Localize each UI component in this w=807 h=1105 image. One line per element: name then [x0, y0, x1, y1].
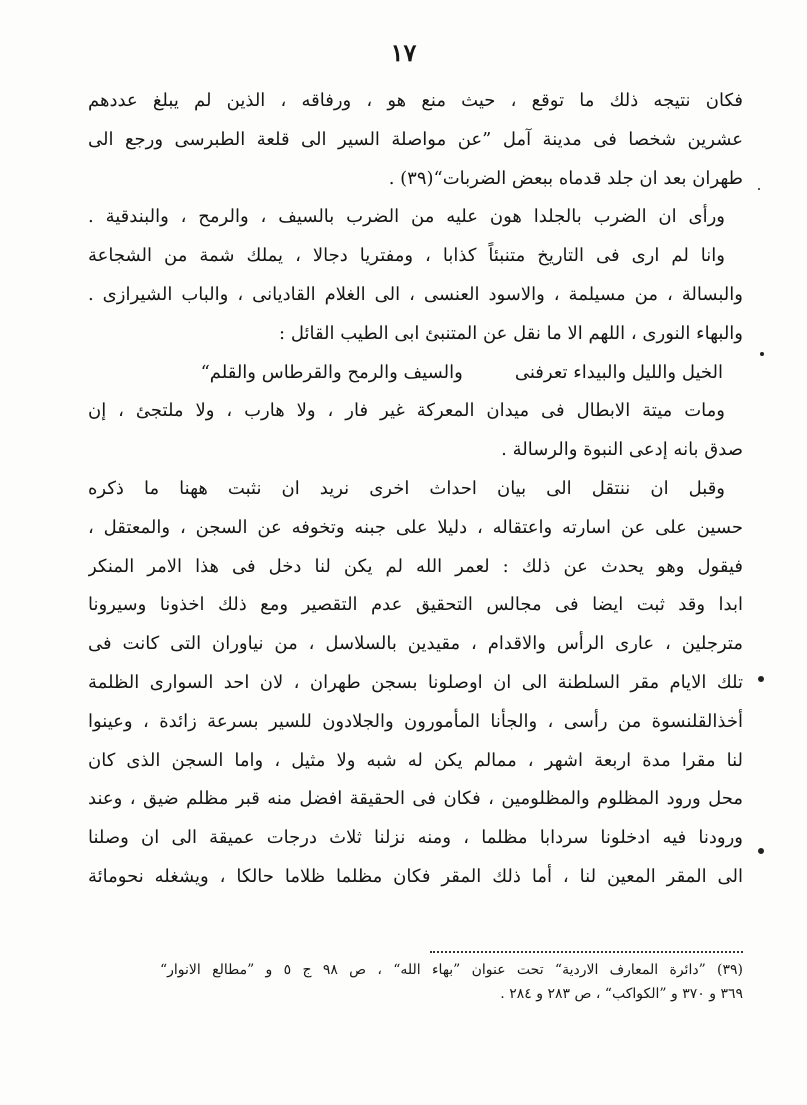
text-line-9: ومات ميتة الابطال فى ميدان المعركة غير فار ، ولا هارب ، ولا ملتجئ ، إن: [88, 400, 725, 422]
body-text: [88, 82, 743, 897]
text-line-3: طهران بعد ان جلد قدماه ببعض الضربات“(٣٩) .: [388, 167, 743, 189]
margin-speck: [760, 352, 764, 356]
footnote-line-2: ٣٦٩ و ٣٧٠ و ”الكواكب“ ، ص ٢٨٣ و ٢٨٤ .: [500, 986, 743, 1002]
text-line-5: وانا لم ارى فى التاريخ متنبئاً كذابا ، ومفتريا دجالا ، يملك شمة من الشجاعة: [88, 245, 725, 267]
text-line-18: لنا مقرا مدة اربعة اشهر ، ممالم يكن له شبه ولا مثيل ، واما السجن الذى كان: [88, 749, 743, 771]
footnote-divider: [430, 951, 743, 953]
text-line-2: عشرين شخصا فى مدينة آمل ”عن مواصلة السير الى قلعة الطبرسى ورجع الى: [88, 128, 743, 150]
verse-hemistich-2: والسيف والرمح والقرطاس والقلم“: [200, 361, 463, 383]
poetry-verse: [88, 354, 743, 393]
text-line-10: صدق بانه إدعى النبوة والرسالة .: [501, 439, 743, 461]
footnotes: [160, 958, 743, 1006]
margin-speck: [758, 848, 764, 854]
text-line-14: ابدا وقد ثبت ايضا فى مجالس التحقيق عدم التقصير ومع ذلك اخذونا وسيرونا: [88, 594, 743, 616]
text-line-16: تلك الايام مقر السلطنة الى ان اوصلونا بسجن طهران ، لان احد السوارى الظلمة: [88, 671, 743, 693]
text-line-15: مترجلين ، عارى الرأس والاقدام ، مقيدين بالسلاسل ، من نياوران التى كانت فى: [88, 633, 743, 655]
text-line-17: أخذالقلنسوة من رأسى ، والجأنا المأمورون والجلادون للسير بسرعة زائدة ، وعينوا: [88, 710, 743, 732]
text-line-1: فكان نتيجه ذلك ما توقع ، حيث منع هو ، ورفاقه ، الذين لم يبلغ عددهم: [88, 90, 743, 111]
text-line-21: الى المقر المعين لنا ، أما ذلك المقر فكان مظلما ظلاما حالكا ، ويشغله نحومائة: [88, 865, 743, 887]
text-line-11: وقبل ان ننتقل الى بيان احداث اخرى نريد ان نثبت ههنا ما ذكره: [88, 477, 725, 499]
text-line-4: ورأى ان الضرب بالجلدا هون عليه من الضرب بالسيف ، والرمح ، والبندقية .: [88, 206, 725, 228]
text-line-6: والبسالة ، من مسيلمة ، والاسود العنسى ، الى الغلام القاديانى ، والباب الشيرازى .: [88, 283, 743, 305]
text-line-12: حسين على عن اسارته واعتقاله ، دليلا على جبنه وتخوفه عن السجن ، والمعتقل ،: [88, 516, 743, 538]
margin-speck: [758, 188, 760, 190]
page-number: ١٧: [390, 38, 417, 67]
footnote-line-1: (٣٩) ”دائرة المعارف الاردية“ تحت عنوان ”بهاء الله“ ، ص ٩٨ ج ٥ و ”مطالع الانوار“: [160, 962, 743, 978]
verse-hemistich-1: الخيل والليل والبيداء تعرفنى: [514, 361, 723, 383]
text-line-19: محل ورود المظلوم والمظلومين ، فكان فى الحقيقة افضل منه قبر مظلم ضيق ، وعند: [88, 788, 743, 810]
text-line-20: ورودنا فيه ادخلونا سردابا مظلما ، ومنه نزلنا ثلاث درجات عميقة الى ان وصلنا: [88, 827, 743, 849]
margin-speck: [758, 676, 764, 682]
text-line-7: والبهاء النورى ، اللهم الا ما نقل عن المتنبئ ابى الطيب القائل :: [279, 322, 743, 344]
text-line-13: فيقول وهو يحدث عن ذلك : لعمر الله لم يكن لنا دخل فى هذا الامر المنكر: [88, 555, 743, 577]
